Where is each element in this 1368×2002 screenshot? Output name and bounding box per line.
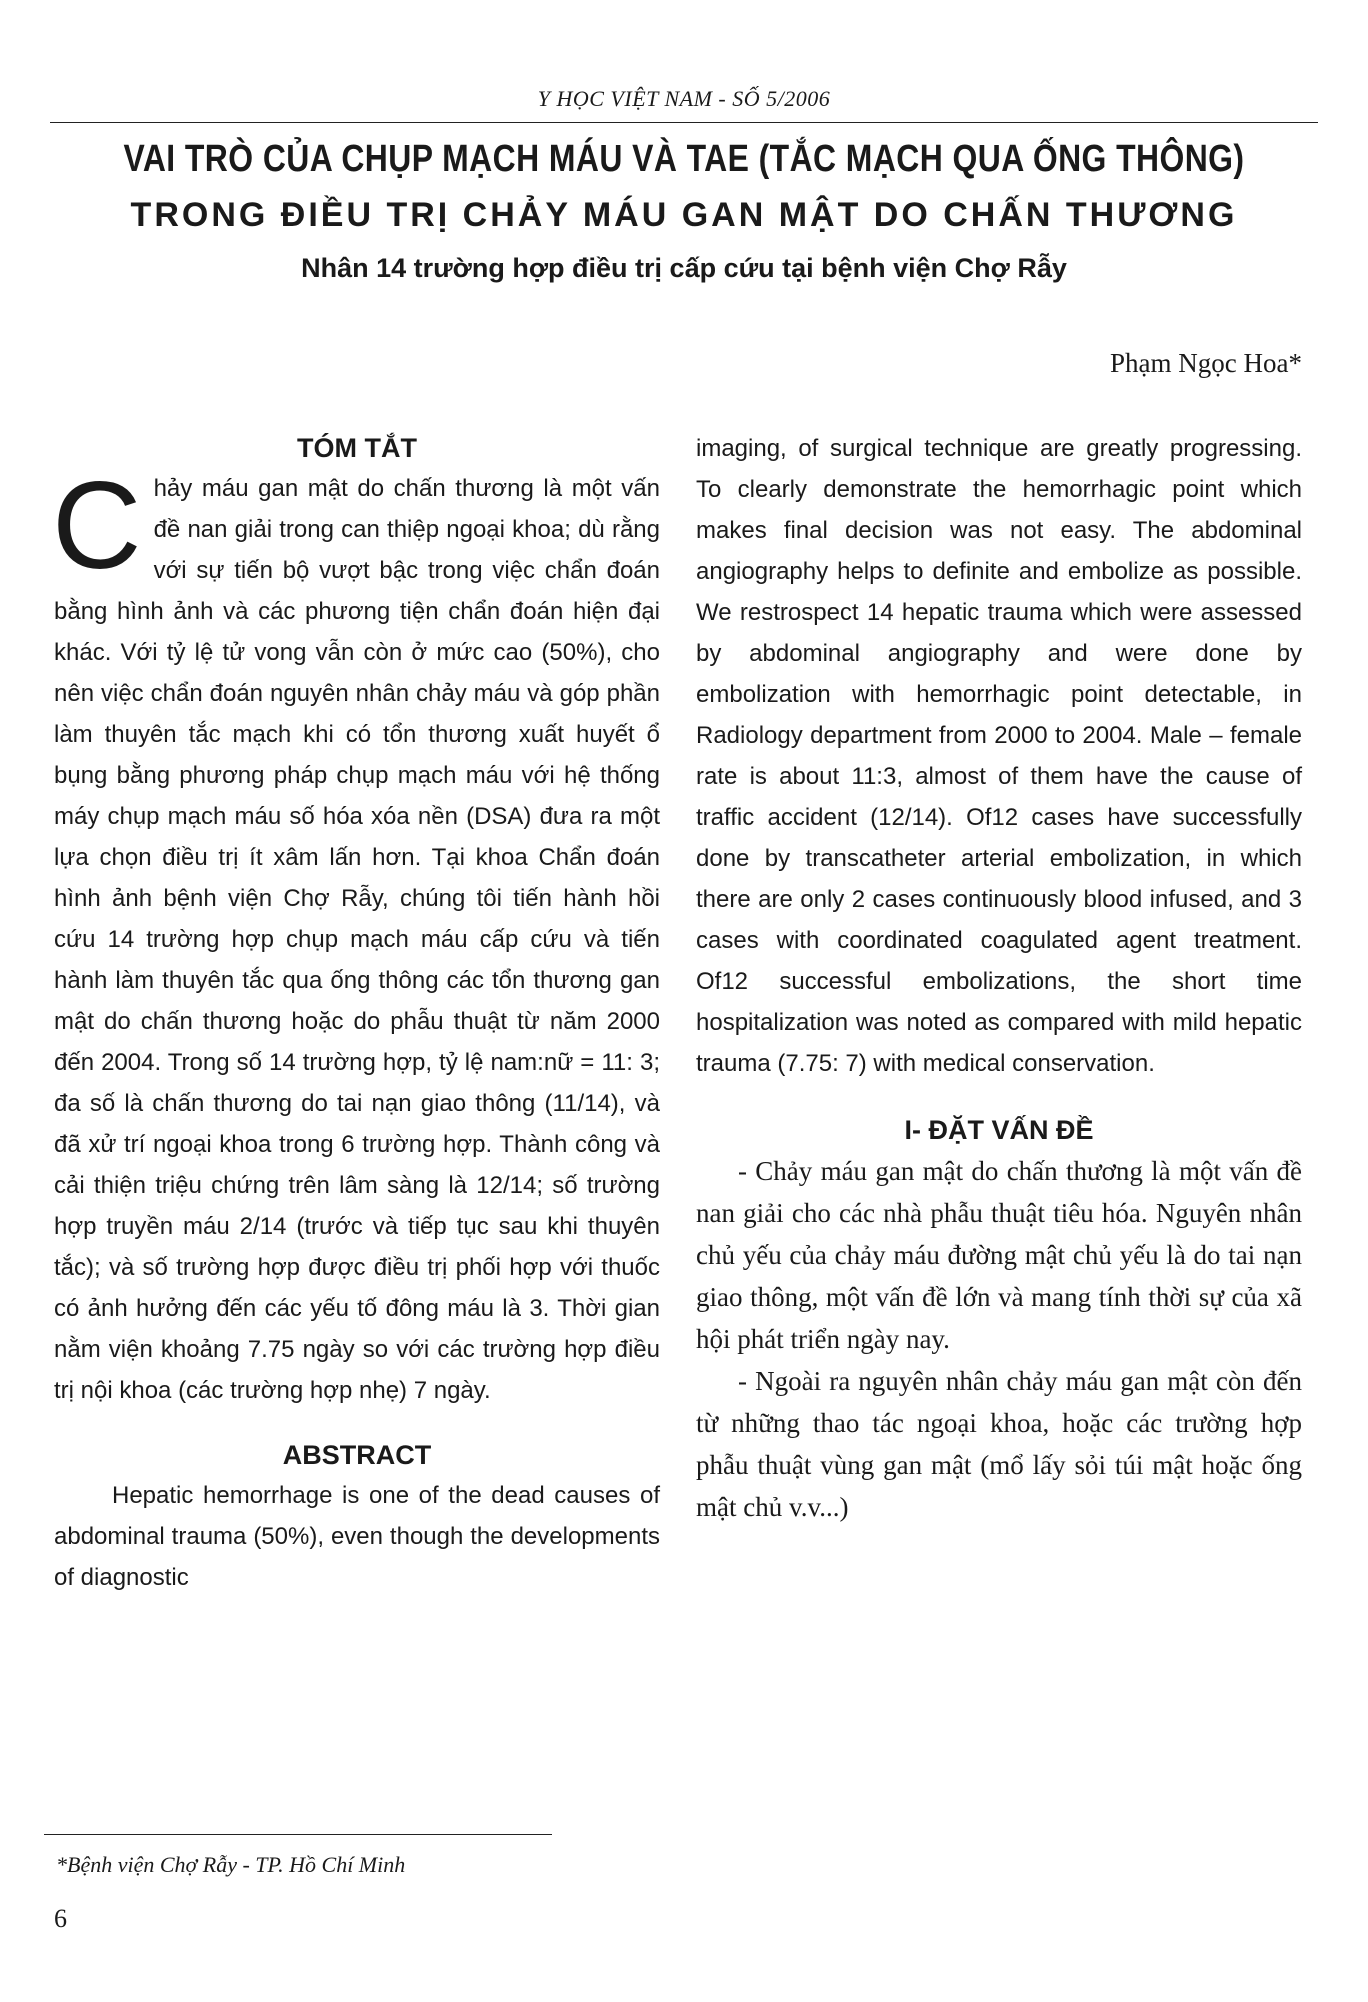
article-title-line-1: VAI TRÒ CỦA CHỤP MẠCH MÁU VÀ TAE (TẮC MẠCH QUA ỐNG THÔNG) xyxy=(123,138,1245,180)
summary-body xyxy=(52,457,660,1411)
article-subtitle: Nhân 14 trường hợp điều trị cấp cứu tại bệnh viện Chợ Rẫy xyxy=(301,253,1067,283)
page-number: 6 xyxy=(54,1904,67,1933)
author-name: Phạm Ngọc Hoa* xyxy=(1110,348,1302,378)
header-divider xyxy=(50,122,1318,123)
footnote-divider xyxy=(44,1834,552,1835)
right-column xyxy=(696,428,1302,1528)
left-column xyxy=(54,428,660,1598)
author-affiliation-footnote: *Bệnh viện Chợ Rẫy - TP. Hồ Chí Minh xyxy=(56,1852,406,1877)
section-1-paragraph-2: - Ngoài ra nguyên nhân chảy máu gan mật còn đến từ những thao tác ngoại khoa, hoặc các trường hợp phẫu thuật vùng gan mật (mổ lấy sỏi túi mật hoặc ống mật chủ v.v...) xyxy=(696,1366,1302,1522)
section-1-paragraph-1: - Chảy máu gan mật do chấn thương là một vấn đề nan giải cho các nhà phẫu thuật tiêu hóa. Nguyên nhân chủ yếu của chảy máu đường mật chủ yếu là do tai nạn giao thông, một vấn đề lớn và mang tính thời sự của xã hội phát triển ngày nay. xyxy=(696,1156,1302,1354)
abstract-text-left: Hepatic hemorrhage is one of the dead causes of abdominal trauma (50%), even though the developments of diagnostic xyxy=(54,1482,660,1591)
abstract-heading: ABSTRACT xyxy=(282,1440,432,1470)
summary-text: hảy máu gan mật do chấn thương là một vấn đề nan giải trong can thiệp ngoại khoa; dù rằng với sự tiến bộ vượt bậc trong việc chẩn đoán bằng hình ảnh và các phương tiện chẩn đoán hiện đại khác. Với tỷ lệ tử vong vẫn còn ở mức cao (50%), cho nên việc chẩn đoán nguyên nhân chảy máu và góp phần làm thuyên tắc mạch khi có tổn thương xuất huyết ổ bụng bằng phương pháp chụp mạch máu với hệ thống máy chụp mạch máu số hóa xóa nền (DSA) đưa ra một lựa chọn điều trị ít xâm lấn hơn. Tại khoa Chẩn đoán hình ảnh bệnh viện Chợ Rẫy, chúng tôi tiến hành hồi cứu 14 trường hợp chụp mạch máu cấp cứu và tiến hành làm thuyên tắc qua ống thông các tổn thương gan mật do chấn thương hoặc do phẫu thuật từ năm 2000 đến 2004. Trong số 14 trường hợp, tỷ lệ nam:nữ = 11: 3; đa số là chấn thương do tai nạn giao thông (11/14), và đã xử trí ngoại khoa trong 6 trường hợp. Thành công và cải thiện triệu chứng trên lâm sàng là 12/14; số trường hợp truyền máu 2/14 (trước và tiếp tục sau khi thuyên tắc); và số trường hợp được điều trị phối hợp với thuốc có ảnh hưởng đến các yếu tố đông máu là 3. Thời gian nằm viện khoảng 7.75 ngày so với các trường hợp điều trị nội khoa (các trường hợp nhẹ) 7 ngày. xyxy=(54,475,660,1404)
summary-heading: TÓM TẮT xyxy=(297,433,417,463)
section-1-heading: I- ĐẶT VẤN ĐỀ xyxy=(904,1115,1094,1145)
dropcap-letter: C xyxy=(52,457,142,595)
abstract-text-right: imaging, of surgical technique are greatly progressing. To clearly demonstrate the hemorrhagic point which makes final decision was not easy. The abdominal angiography helps to definite and embolize as possible. We restrospect 14 hepatic trauma which were assessed by abdominal angiography and were done by embolization with hemorrhagic point detectable, in Radiology department from 2000 to 2004. Male – female rate is about 11:3, almost of them have the cause of traffic accident (12/14). Of12 cases have successfully done by transcatheter arterial embolization, in which there are only 2 cases continuously blood infused, and 3 cases with coordinated coagulated agent treatment. Of12 successful embolizations, the short time hospitalization was noted as compared with mild hepatic trauma (7.75: 7) with medical conservation. xyxy=(696,435,1302,1077)
running-header: Y HỌC VIỆT NAM - SỐ 5/2006 xyxy=(537,86,831,111)
article-title-line-2: TRONG ĐIỀU TRỊ CHẢY MÁU GAN MẬT DO CHẤN THƯƠNG xyxy=(130,196,1238,234)
